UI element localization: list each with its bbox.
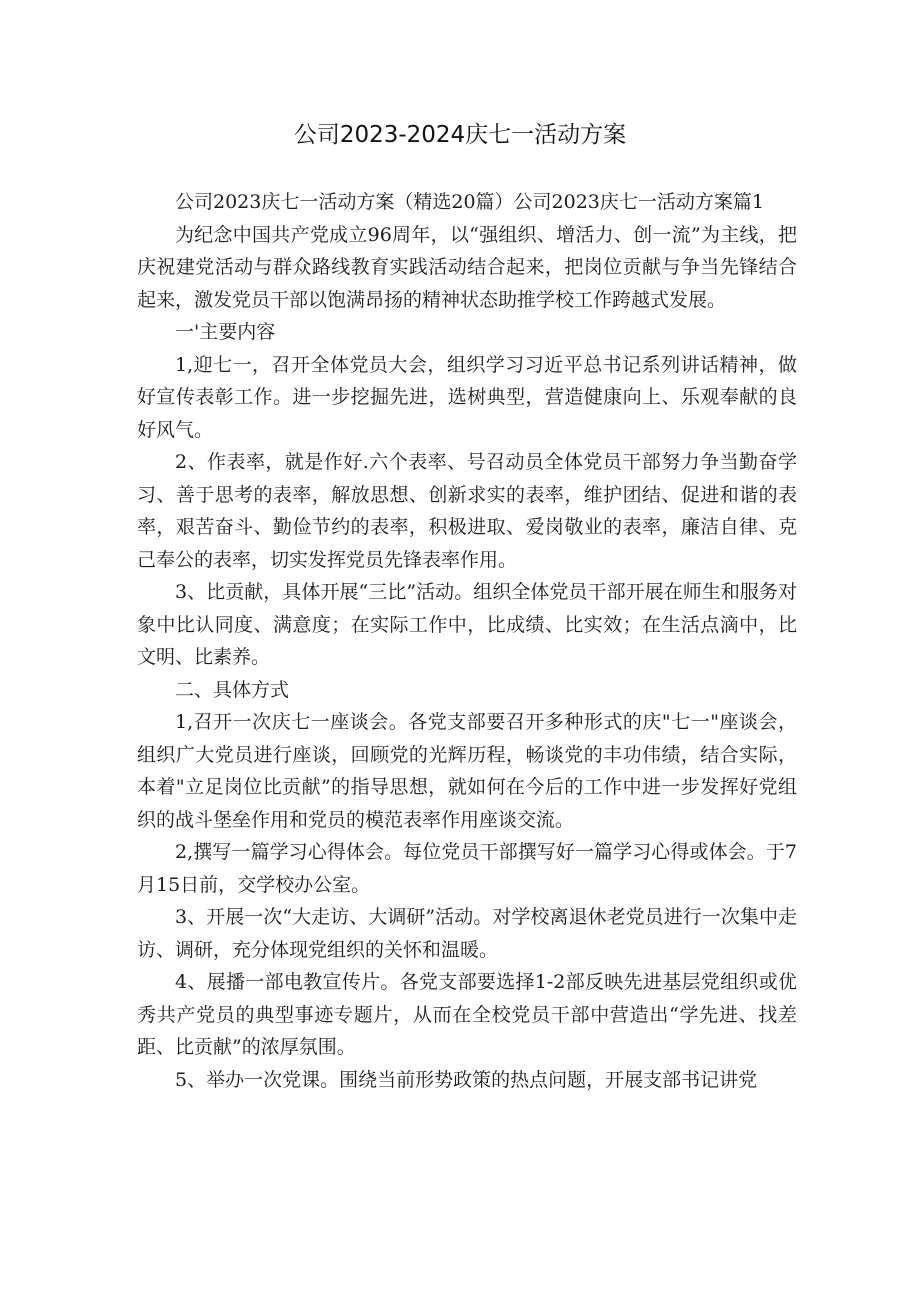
paragraph: 3、比贡献，具体开展“三比”活动。组织全体党员干部开展在师生和服务对象中比认同度、满意度；在实际工作中，比成绩、比实效；在生活点滴中，比文明、比素养。 <box>137 581 797 668</box>
paragraph: 1,召开一次庆七一座谈会。各党支部要召开多种形式的庆"七一"座谈会，组织广大党员进行座谈，回顾党的光辉历程，畅谈党的丰功伟绩，结合实际，本着"立足岗位比贡献”的指导思想，就如何在今后的工作中进一步发挥好党组织的战斗堡垒作用和党员的模范表率作用座谈交流。 <box>137 711 797 831</box>
paragraph: 2,撰写一篇学习心得体会。每位党员干部撰写好一篇学习心得或体会。于7月15日前，交学校办公室。 <box>137 841 797 896</box>
section-heading-main-content: 一'主要内容 <box>175 321 276 343</box>
document-title: 公司2023-2024庆七一活动方案 <box>293 122 627 148</box>
paragraph: 4、展播一部电教宣传片。各党支部要选择1-2部反映先进基层党组织或优秀共产党员的典型事迹专题片，从而在全校党员干部中营造出“学先进、找差距、比贡献”的浓厚氛围。 <box>137 971 797 1058</box>
paragraph: 2、作表率，就是作好.六个表率、号召动员全体党员干部努力争当勤奋学习、善于思考的表率，解放思想、创新求实的表率，维护团结、促进和谐的表率，艰苦奋斗、勤俭节约的表率，积极进取、爱岗敬业的表率，廉洁自律、克己奉公的表率，切实发挥党员先锋表率作用。 <box>137 451 797 571</box>
paragraph-intro: 公司2023庆七一活动方案（精选20篇）公司2023庆七一活动方案篇1 <box>175 191 764 213</box>
paragraph: 为纪念中国共产党成立96周年，以“强组织、增活力、创一流”为主线，把庆祝建党活动与群众路线教育实践活动结合起来，把岗位贡献与争当先锋结合起来，激发党员干部以饱满昂扬的精神状态助推学校工作跨越式发展。 <box>137 223 797 311</box>
paragraph: 5、举办一次党课。围绕当前形势政策的热点问题，开展支部书记讲党 <box>175 1068 758 1091</box>
document-body <box>137 186 797 1096</box>
paragraph: 3、开展一次“大走访、大调研”活动。对学校离退休老党员进行一次集中走访、调研，充分体现党组织的关怀和温暖。 <box>137 906 797 961</box>
paragraph: 1,迎七一，召开全体党员大会，组织学习习近平总书记系列讲话精神，做好宣传表彰工作。进一步挖掘先进，选树典型，营造健康向上、乐观奉献的良好风气。 <box>137 353 797 441</box>
section-heading-methods: 二、具体方式 <box>175 678 290 701</box>
